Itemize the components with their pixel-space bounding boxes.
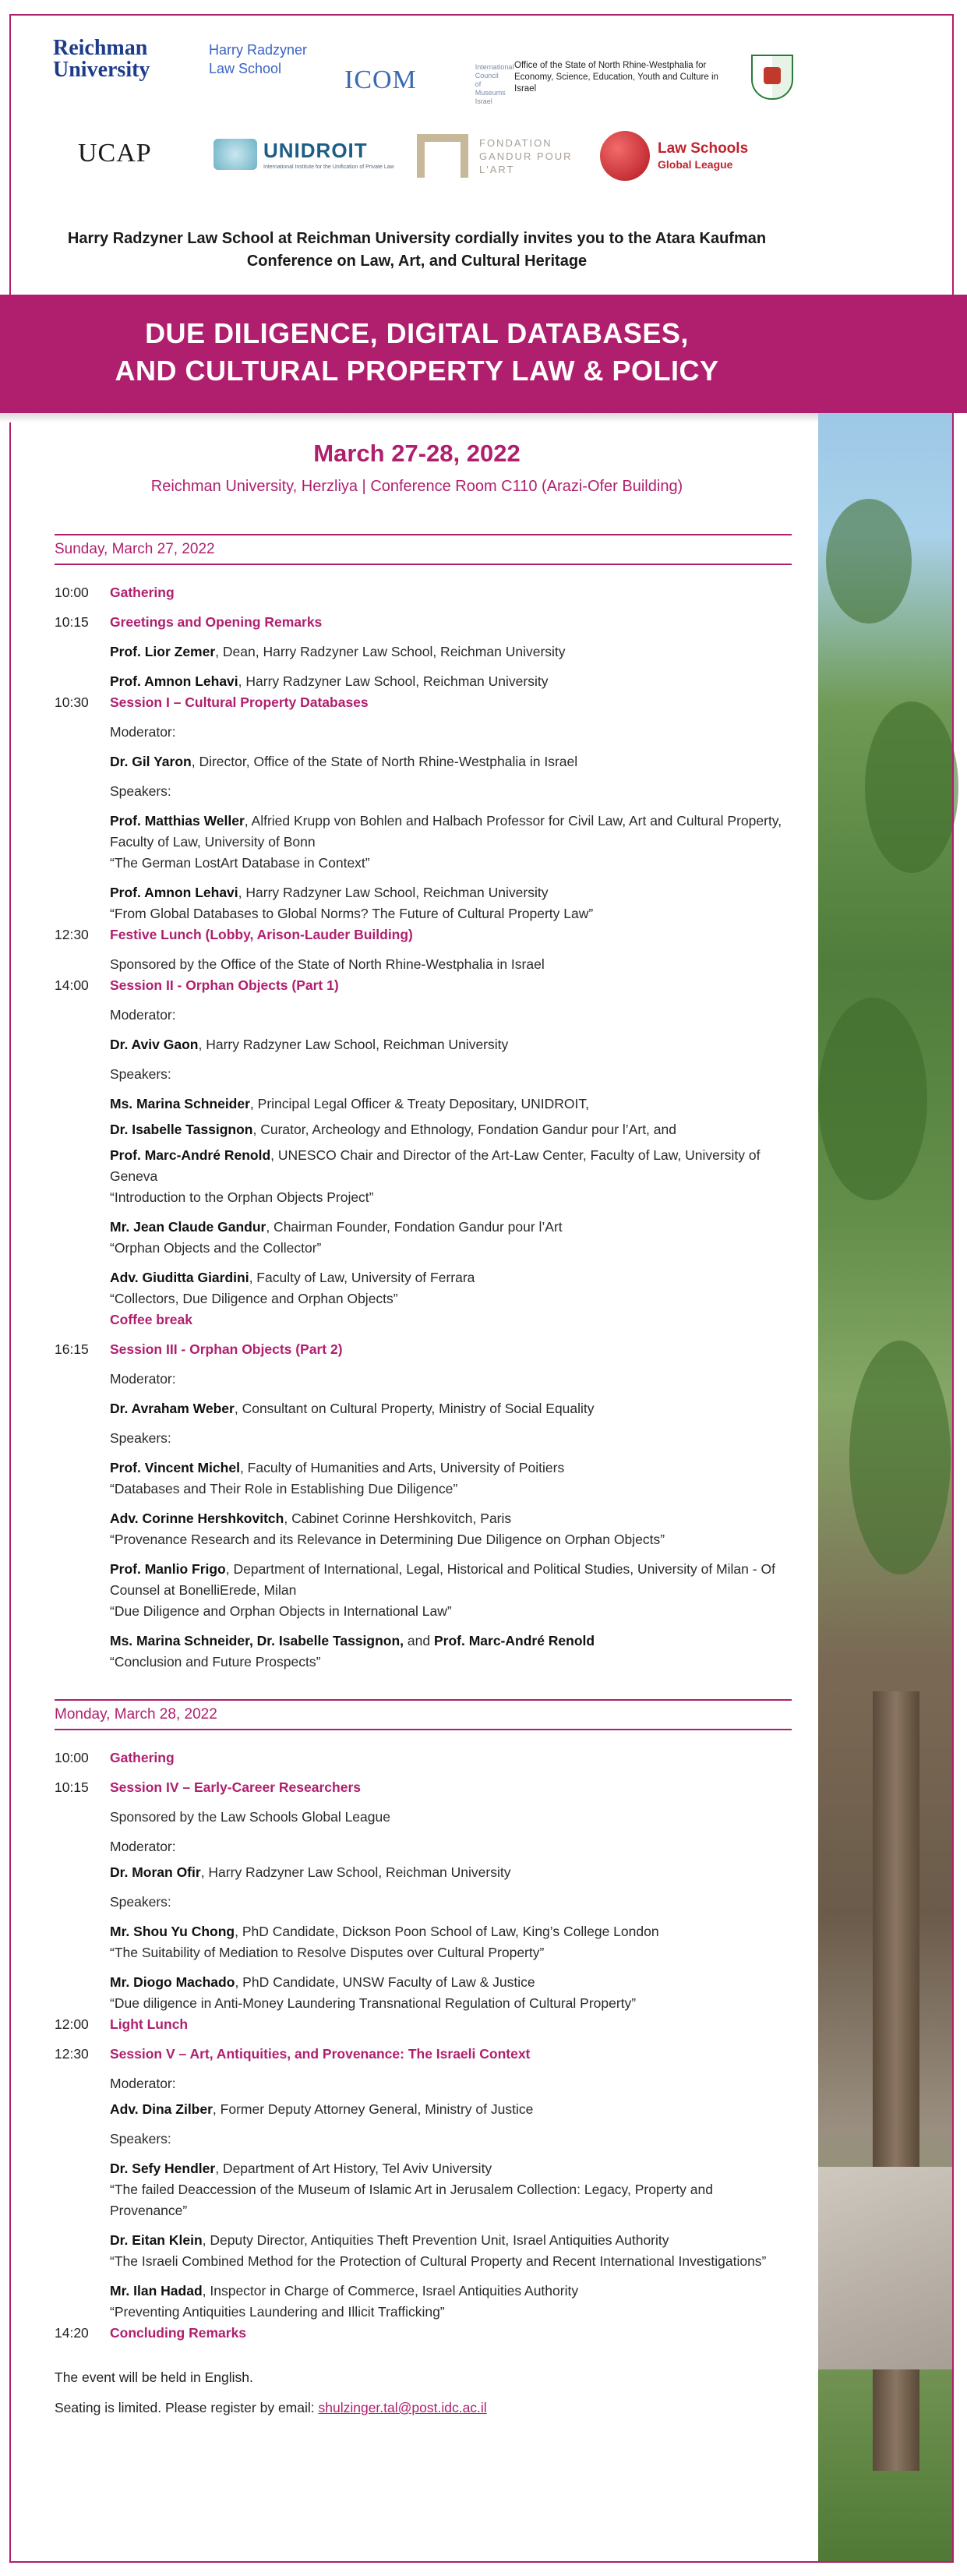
speaker-name: Ms. Marina Schneider, Dr. Isabelle Tassignon, (110, 1633, 404, 1648)
speaker-entry (55, 2230, 792, 2272)
speaker-affiliation: , Faculty of Law, University of Ferrara (249, 1270, 475, 1285)
session-title: Festive Lunch (Lobby, Arison-Lauder Building) (110, 927, 413, 942)
talk-title: “The failed Deaccession of the Museum of Islamic Art in Jerusalem Collection: Legacy, Property and Provenance” (110, 2182, 713, 2218)
speaker-affiliation: , Harry Radzyner Law School, Reichman University (198, 1037, 509, 1052)
speaker-affiliation: , Faculty of Humanities and Arts, University of Poitiers (239, 1460, 565, 1475)
speaker-name: Dr. Sefy Hendler (110, 2161, 216, 2176)
registration-email-link[interactable]: shulzinger.tal@post.idc.ac.il (318, 2400, 487, 2415)
session-title: Session IV – Early-Career Researchers (110, 1779, 361, 1795)
schedule-row (55, 975, 792, 996)
fondation-frame-icon (417, 134, 468, 178)
talk-title: “Due Diligence and Orphan Objects in International Law” (110, 1603, 452, 1619)
schedule-time: 12:00 (55, 2016, 89, 2032)
day-1-header: Sunday, March 27, 2022 (55, 534, 792, 565)
reichman-name: Reichman University (53, 36, 150, 82)
talk-title: “The Suitability of Mediation to Resolve Disputes over Cultural Property” (110, 1945, 545, 1960)
talk-title: “The Israeli Combined Method for the Protection of Cultural Property and Recent International Investigations” (110, 2253, 767, 2269)
talk-title: “Collectors, Due Diligence and Orphan Objects” (110, 1291, 398, 1306)
schedule-note: Moderator: (110, 1839, 176, 1854)
reichman-school: Harry Radzyner Law School (209, 42, 308, 76)
schedule-row (55, 1339, 792, 1360)
schedule-note: Moderator: (110, 724, 176, 740)
talk-title: “Orphan Objects and the Collector” (110, 1240, 322, 1256)
speaker-name: Mr. Diogo Machado (110, 1974, 235, 1990)
schedule-row (55, 582, 792, 603)
schedule-row (55, 612, 792, 633)
lsgl-line-2: Global League (658, 158, 733, 171)
pathway (818, 2167, 954, 2369)
nrw-logo (514, 55, 793, 100)
title-line-1: DUE DILIGENCE, DIGITAL DATABASES, (145, 317, 689, 349)
fondation-name: FONDATION GANDUR POUR L'ART (479, 136, 573, 175)
speaker-name: Mr. Ilan Hadad (110, 2283, 203, 2299)
conference-dates: March 27-28, 2022 (313, 440, 521, 467)
schedule-note: Speakers: (110, 1066, 171, 1082)
speaker-affiliation: , Cabinet Corinne Hershkovitch, Paris (284, 1511, 512, 1526)
session-title: Gathering (110, 1750, 175, 1765)
schedule-time: 10:00 (55, 585, 89, 600)
speaker-entry (55, 671, 792, 692)
schedule-time: 10:15 (55, 1779, 89, 1795)
talk-title: “Due diligence in Anti-Money Laundering Transnational Regulation of Cultural Property” (110, 1995, 637, 2011)
schedule-row (55, 692, 792, 713)
title-banner (0, 295, 967, 413)
schedule-time: 14:00 (55, 977, 89, 993)
unidroit-subtitle: International Institute for the Unification of Private Law (263, 164, 394, 170)
schedule-row (55, 2323, 792, 2344)
icom-logo (344, 55, 514, 106)
speaker-name: Adv. Giuditta Giardini (110, 1270, 249, 1285)
speaker-name: Dr. Avraham Weber (110, 1401, 235, 1416)
speaker-name: Adv. Corinne Hershkovitch (110, 1511, 284, 1526)
session-title: Concluding Remarks (110, 2325, 247, 2341)
schedule-row (55, 1309, 792, 1330)
speaker-entry (55, 1972, 792, 2014)
speaker-affiliation: , Principal Legal Officer & Treaty Depositary, UNIDROIT, (249, 1096, 589, 1111)
law-schools-global-league-logo (600, 131, 748, 181)
speaker-name: Dr. Gil Yaron (110, 754, 192, 769)
registration-text: Seating is limited. Please register by email: (55, 2400, 319, 2415)
speaker-name: Prof. Matthias Weller (110, 813, 245, 829)
schedule-note: Speakers: (110, 2131, 171, 2147)
schedule-time: 12:30 (55, 2046, 89, 2062)
speaker-entry (55, 1034, 792, 1055)
session-title: Coffee break (110, 1312, 193, 1327)
talk-title: “Databases and Their Role in Establishing Due Diligence” (110, 1481, 458, 1496)
speaker-name: Prof. Manlio Frigo (110, 1561, 226, 1577)
schedule-row (55, 2014, 792, 2035)
schedule-row (55, 1747, 792, 1769)
session-title: Session I – Cultural Property Databases (110, 694, 369, 710)
speaker-affiliation: , Dean, Harry Radzyner Law School, Reichman University (215, 644, 566, 659)
program (55, 534, 792, 2419)
schedule-row (55, 1777, 792, 1798)
talk-title: “Provenance Research and its Relevance in Determining Due Diligence on Orphan Objects” (110, 1532, 665, 1547)
speaker-name: Mr. Shou Yu Chong (110, 1924, 235, 1939)
session-title: Light Lunch (110, 2016, 189, 2032)
registration-note (55, 2398, 792, 2419)
talk-title: “Conclusion and Future Prospects” (110, 1654, 321, 1670)
speaker-name: Prof. Marc-André Renold (433, 1633, 595, 1648)
speaker-entry (55, 1094, 792, 1115)
speaker-name: Dr. Moran Ofir (110, 1864, 201, 1880)
speaker-entry (55, 1862, 792, 1883)
speaker-entry (55, 2158, 792, 2221)
unidroit-logo (214, 139, 394, 170)
talk-title: “Introduction to the Orphan Objects Project” (110, 1189, 374, 1205)
schedule-time: 10:30 (55, 694, 89, 710)
speaker-entry (55, 1267, 792, 1309)
speaker-affiliation: , PhD Candidate, UNSW Faculty of Law & Justice (235, 1974, 535, 1990)
session-title: Session II - Orphan Objects (Part 1) (110, 977, 339, 993)
nrw-text: Office of the State of North Rhine-Westphalia for Economy, Science, Education, Youth and Culture in Israel (514, 60, 718, 94)
speaker-affiliation: , Chairman Founder, Fondation Gandur pour l’Art (266, 1219, 563, 1235)
conference-title (47, 315, 787, 390)
speaker-entry (55, 641, 792, 663)
schedule-time: 10:00 (55, 1750, 89, 1765)
speaker-name: Dr. Eitan Klein (110, 2232, 203, 2248)
speaker-name: Dr. Isabelle Tassignon (110, 1122, 253, 1137)
tree-photo (818, 405, 954, 2561)
session-title: Gathering (110, 585, 175, 600)
schedule-time: 12:30 (55, 927, 89, 942)
globe-ball-icon (600, 131, 650, 181)
nrw-crest-icon (751, 55, 793, 100)
speaker-name: Adv. Dina Zilber (110, 2101, 213, 2117)
title-line-2: AND CULTURAL PROPERTY LAW & POLICY (115, 355, 719, 387)
schedule-time: 14:20 (55, 2325, 89, 2341)
speaker-affiliation: , Alfried Krupp von Bohlen and Halbach Professor for Civil Law, Art and Cultural Property, Faculty of Law, University of Bonn (110, 813, 782, 850)
day-1-schedule (55, 582, 792, 1673)
speaker-name: Prof. Vincent Michel (110, 1460, 240, 1475)
speaker-affiliation: , Harry Radzyner Law School, Reichman University (200, 1864, 511, 1880)
foliage-4 (849, 1341, 951, 1574)
speaker-entry (55, 1458, 792, 1500)
schedule-note: Moderator: (110, 1007, 176, 1023)
speaker-name: Ms. Marina Schneider (110, 1096, 250, 1111)
schedule-row (55, 2044, 792, 2065)
speaker-affiliation: , Department of International, Legal, Historical and Political Studies, University of Milan - Of Counsel at BonelliErede, Milan (110, 1561, 775, 1598)
schedule-note: Speakers: (110, 1894, 171, 1910)
speaker-name: Mr. Jean Claude Gandur (110, 1219, 266, 1235)
speaker-entry (55, 2099, 792, 2120)
schedule-time: 10:15 (55, 614, 89, 630)
banner-shadow (0, 413, 818, 422)
speaker-affiliation: , Former Deputy Attorney General, Ministry of Justice (212, 2101, 534, 2117)
schedule-time: 16:15 (55, 1341, 89, 1357)
session-title: Session V – Art, Antiquities, and Provenance: The Israeli Context (110, 2046, 531, 2062)
foliage-3 (818, 998, 927, 1200)
schedule-note: Sponsored by the Office of the State of North Rhine-Westphalia in Israel (110, 956, 545, 972)
speaker-entry (55, 1217, 792, 1259)
schedule-note: Speakers: (110, 1430, 171, 1446)
speaker-affiliation: , Department of Art History, Tel Aviv University (215, 2161, 492, 2176)
fondation-gandur-logo (417, 134, 596, 178)
foliage-2 (865, 701, 958, 873)
speaker-entry (55, 1559, 792, 1622)
schedule-row (55, 924, 792, 945)
speaker-affiliation: , Deputy Director, Antiquities Theft Prevention Unit, Israel Antiquities Authority (202, 2232, 669, 2248)
speaker-entry (55, 1921, 792, 1963)
session-title: Greetings and Opening Remarks (110, 614, 323, 630)
speaker-entry (55, 1508, 792, 1550)
talk-title: “Preventing Antiquities Laundering and Illicit Trafficking” (110, 2304, 445, 2320)
speaker-affiliation: , Director, Office of the State of North Rhine-Westphalia in Israel (191, 754, 578, 769)
speaker-name: Prof. Amnon Lehavi (110, 885, 238, 900)
speaker-affiliation: , Inspector in Charge of Commerce, Israel Antiquities Authority (202, 2283, 579, 2299)
ucap-logo (78, 139, 152, 168)
speaker-name: Prof. Lior Zemer (110, 644, 216, 659)
lsgl-line-1: Law Schools (658, 140, 749, 157)
speaker-entry (55, 811, 792, 874)
ucap-mark: UCAP (78, 139, 152, 168)
talk-title: “From Global Databases to Global Norms? The Future of Cultural Property Law” (110, 906, 594, 921)
session-title: Session III - Orphan Objects (Part 2) (110, 1341, 343, 1357)
schedule-note: Moderator: (110, 1371, 176, 1387)
speaker-affiliation: , Consultant on Cultural Property, Ministry of Social Equality (234, 1401, 595, 1416)
invitation-text: Harry Radzyner Law School at Reichman University cordially invites you to the Atara Kaufman Conference on Law, Art, and Cultural Heritage (67, 230, 767, 270)
day-2-schedule (55, 1747, 792, 2344)
schedule-note: Moderator: (110, 2076, 176, 2091)
icom-mark: ICOM (344, 65, 417, 94)
speaker-name: Dr. Aviv Gaon (110, 1037, 199, 1052)
speaker-entry (55, 1631, 792, 1673)
foliage-1 (826, 499, 912, 624)
language-note: The event will be held in English. (55, 2369, 253, 2385)
speaker-name: Prof. Marc-André Renold (110, 1147, 271, 1163)
icom-subtitle: International Council of Museums Israel (475, 63, 514, 105)
speaker-affiliation: , UNESCO Chair and Director of the Art-Law Center, Faculty of Law, University of Geneva (110, 1147, 761, 1184)
speaker-entry (55, 751, 792, 772)
speaker-entry (55, 1145, 792, 1208)
logo-bar (47, 31, 810, 195)
speaker-entry (55, 1119, 792, 1140)
speaker-entry (55, 2281, 792, 2323)
speaker-affiliation: and (404, 1633, 434, 1648)
talk-title: “The German LostArt Database in Context” (110, 855, 370, 871)
speaker-name: Prof. Amnon Lehavi (110, 673, 238, 689)
globe-icon (214, 139, 257, 170)
schedule-note: Speakers: (110, 783, 171, 799)
speaker-affiliation: , PhD Candidate, Dickson Poon School of Law, King’s College London (235, 1924, 659, 1939)
day-2-header: Monday, March 28, 2022 (55, 1699, 792, 1730)
unidroit-mark: UNIDROIT (263, 139, 368, 162)
speaker-affiliation: , Curator, Archeology and Ethnology, Fondation Gandur pour l’Art, and (252, 1122, 676, 1137)
speaker-entry (55, 882, 792, 924)
speaker-affiliation: , Harry Radzyner Law School, Reichman University (238, 885, 549, 900)
speaker-entry (55, 1398, 792, 1419)
schedule-note: Sponsored by the Law Schools Global League (110, 1809, 390, 1825)
reichman-logo (53, 37, 326, 81)
speaker-affiliation: , Harry Radzyner Law School, Reichman University (238, 673, 549, 689)
conference-venue: Reichman University, Herzliya | Conference Room C110 (Arazi-Ofer Building) (150, 478, 683, 495)
